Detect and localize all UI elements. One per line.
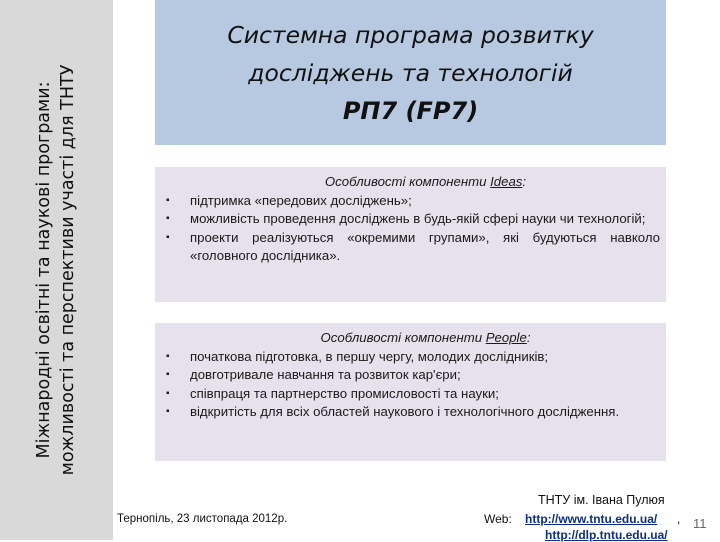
bullet-icon: ▪ — [166, 231, 170, 243]
ideas-heading — [155, 173, 666, 192]
list-item — [155, 366, 666, 385]
ideas-heading-suffix: : — [522, 174, 527, 189]
sidebar-panel — [0, 0, 113, 540]
sidebar-title — [32, 10, 80, 530]
title-line2: досліджень та технологій — [248, 58, 573, 87]
title-line1: Системна програма розвитку — [227, 20, 594, 49]
list-item-text: підтримка «передових досліджень»; — [190, 192, 412, 208]
people-heading — [155, 329, 666, 348]
bullet-icon: ▪ — [166, 213, 170, 224]
bullet-icon: ▪ — [166, 350, 170, 362]
ideas-list — [155, 192, 666, 266]
list-item-text: співпраця та партнерство промисловості та науки; — [190, 385, 499, 401]
footer-university: ТНТУ ім. Івана Пулюя — [538, 493, 665, 507]
bullet-icon: ▪ — [166, 387, 170, 399]
ideas-heading-key: Ideas — [490, 174, 523, 189]
bullet-icon: ▪ — [166, 406, 170, 417]
footer-location-date: Тернопіль, 23 листопада 2012р. — [117, 513, 288, 525]
list-item-text: можливість проведення досліджень в будь-якій сфері науки чи технологій; — [190, 211, 646, 226]
footer-link-separator: , — [677, 512, 681, 526]
footer-link-dlp[interactable]: http://dlp.tntu.edu.ua/ — [545, 528, 668, 542]
sidebar-title-line2: можливості та перспективи участі для ТНТУ — [58, 64, 78, 476]
list-item — [155, 210, 666, 229]
footer-web-label: Web: — [484, 512, 512, 526]
list-item-text: проекти реалізуються «окремими групами», які будуються навколо «головного дослідника». — [190, 229, 660, 263]
list-item — [155, 403, 666, 422]
list-item — [155, 229, 666, 266]
list-item-text: відкритість для всіх областей наукового і технологічного дослідження. — [190, 404, 620, 419]
title-line3: РП7 (FP7) — [342, 96, 479, 125]
sidebar-title-line1: Міжнародні освітні та наукові програми: — [34, 81, 54, 459]
footer-link-tntu[interactable]: http://www.tntu.edu.ua/ — [525, 512, 658, 526]
people-heading-suffix: : — [526, 330, 531, 345]
list-item — [155, 192, 666, 211]
people-section — [155, 323, 666, 461]
page-number: 11 — [693, 516, 707, 531]
ideas-section — [155, 167, 666, 302]
bullet-icon: ▪ — [166, 369, 170, 380]
people-list — [155, 348, 666, 422]
ideas-heading-prefix: Особливості компоненти — [324, 174, 491, 189]
list-item-text: довготривале навчання та розвиток кар'єри; — [190, 367, 461, 382]
people-heading-prefix: Особливості компоненти — [320, 330, 486, 345]
slide-title-box — [155, 0, 666, 145]
people-heading-key: People — [485, 330, 527, 345]
bullet-icon: ▪ — [166, 194, 170, 206]
list-item-text: початкова підготовка, в першу чергу, молодих дослідників; — [190, 348, 549, 364]
list-item — [155, 385, 666, 404]
list-item — [155, 348, 666, 367]
